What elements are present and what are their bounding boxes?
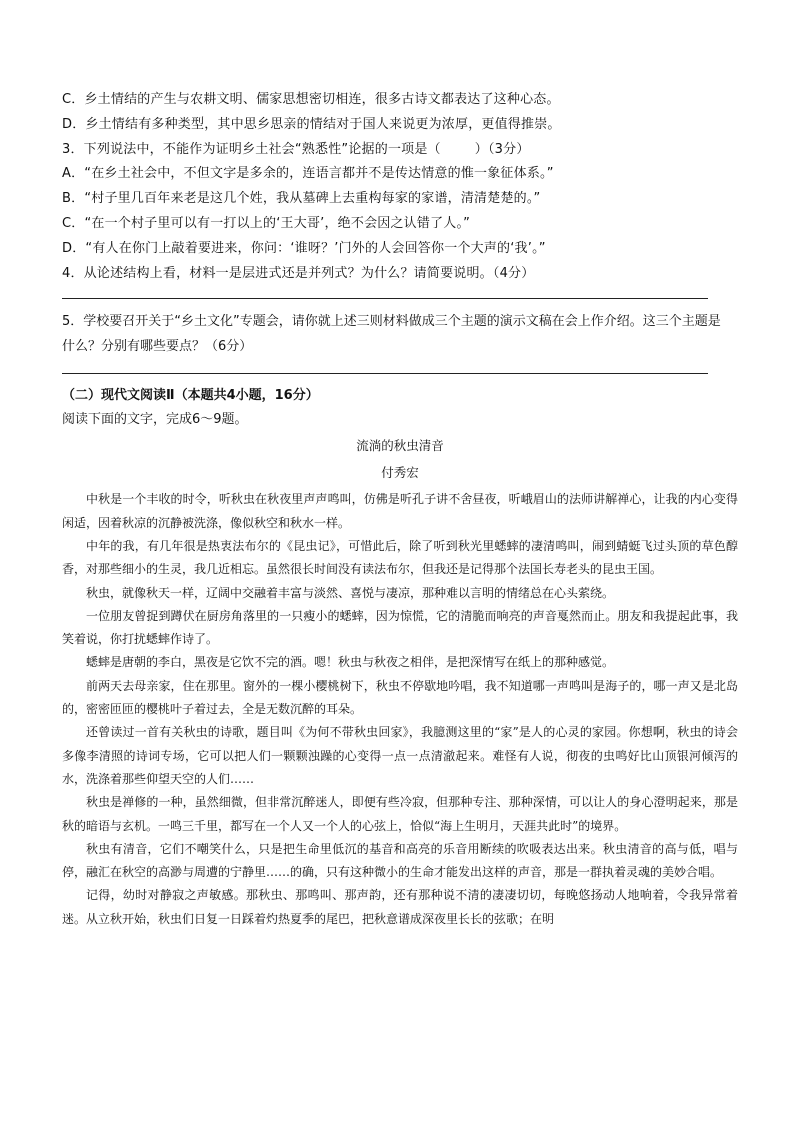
- option-c-q3: C．“在一个村子里可以有一打以上的‘王大哥’，绝不会因之认错了人。”: [62, 215, 471, 231]
- question-3-stem: [62, 138, 738, 163]
- article-paragraph: 中年的我，有几年很是热衷法布尔的《昆虫记》，可惜此后，除了听到秋光里蟋蟀的凄清鸣叫，闹到蜻蜓飞过头顶的草色醇香，对那些细小的生灵，我几近相忘。虽然很长时间没有读法布尔，但我还是记得那个法国长寿老头的昆虫王国。: [62, 538, 738, 577]
- question-3-stem-text: 3．下列说法中，不能作为证明乡土社会“熟悉性”论据的一项是（: [62, 141, 441, 157]
- article-paragraph: 蟋蟀是唐朝的李白，黑夜是它饮不完的酒。嗯！秋虫与秋夜之相伴，是把深情写在纸上的那种感觉。: [86, 655, 615, 670]
- article-paragraph: 一位朋友曾捉到蹲伏在厨房角落里的一只瘦小的蟋蟀，因为惊慌，它的清脆而响亮的声音戛然而止。朋友和我提起此事，我笑着说，你打扰蟋蟀作诗了。: [62, 608, 738, 647]
- article-paragraph: 秋虫有清音，它们不嘲笑什么，只是把生命里低沉的基音和高亮的乐音用断续的吹吸表达出来。秋虫清音的高与低，唱与停，融汇在秋空的高渺与周遭的宁静里……的确，只有这种微小的生命才能发出这样的声音，那是一群执着灵魂的美妙合唱。: [62, 841, 738, 880]
- article-paragraph: 记得，幼时对静寂之声敏感。那秋虫、那鸣叫、那声韵，还有那种说不清的凄凄切切，每晚悠扬动人地响着，令我异常着迷。从立秋开始，秋虫们日复一日踩着灼热夏季的尾巴，把秋意谱成深夜里长长的弦歌；在明: [62, 888, 738, 926]
- article-paragraph: 还曾读过一首有关秋虫的诗歌，题目叫《为何不带秋虫回家》，我臆测这里的“家”是人的心灵的家园。你想啊，秋虫的诗会多像李清照的诗词专场，它可以把人们一颗颗浊躁的心变得一点一点清澈起来。难怪有人说，彻夜的虫鸣好比山顶银河倾泻的水，洗涤着那些仰望天空的人们……: [62, 725, 738, 786]
- option-d-q3: D．“有人在你门上敲着要进来，你问：‘谁呀？’门外的人会回答你一个大声的‘我’。”: [62, 240, 546, 256]
- article-paragraph: 秋虫是禅修的一种，虽然细微，但非常沉醉迷人，即便有些冷寂，但那种专注、那种深情，可以让人的身心澄明起来，那是秋的暗语与玄机。一鸣三千里，都写在一个人又一个人的心弦上，恰似“海上生明月，天涯共此时”的境界。: [62, 795, 738, 833]
- article-paragraph: 中秋是一个丰收的时令，听秋虫在秋夜里声声鸣叫，仿佛是听孔子讲不舍昼夜，听峨眉山的法师讲解禅心，让我的内心变得闲适，因着秋凉的沉静被洗涤，像似秋空和秋水一样。: [62, 492, 738, 530]
- section-heading: （二）现代文阅读Ⅱ（本题共4小题，16分）: [62, 388, 319, 404]
- option-c-q2: C．乡土情结的产生与农耕文明、儒家思想密切相连，很多古诗文都表达了这种心态。: [62, 92, 560, 107]
- answer-line-q4: [62, 298, 708, 299]
- question-4: 4．从论述结构上看，材料一是层进式还是并列式？为什么？请简要说明。（4分）: [62, 265, 535, 281]
- section-instruction: 阅读下面的文字，完成6～9题。: [62, 412, 248, 428]
- option-b-q3: B．“村子里几百年来老是这几个姓，我从墓碑上去重构每家的家谱，清清楚楚的。”: [62, 191, 541, 207]
- answer-line-q5: [62, 373, 708, 374]
- article-paragraph: 秋虫，就像秋天一样，辽阔中交融着丰富与淡然、喜悦与凄凉，那种难以言明的情绪总在心头萦绕。: [86, 585, 615, 600]
- question-3-score: ）（3分）: [474, 141, 530, 157]
- question-5: 5．学校要召开关于“乡土文化”专题会，请你就上述三则材料做成三个主题的演示文稿在会上作介绍。这三个主题是什么？分别有哪些要点？（6分）: [62, 314, 721, 355]
- article-paragraph: 前两天去母亲家，住在那里。窗外的一棵小樱桃树下，秋虫不停歇地吟唱，我不知道哪一声鸣叫是海子的，哪一声又是北岛的，密密匝匝的樱桃叶子着过去，全是无数沉醉的耳朵。: [62, 678, 738, 717]
- article-author: 付秀宏: [381, 465, 419, 481]
- article-title: 流淌的秋虫清音: [356, 438, 444, 454]
- option-a-q3: A．“在乡土社会中，不但文字是多余的，连语言都并不是传达情意的惟一象征体系。”: [62, 166, 554, 182]
- option-d-q2: D．乡土情结有多种类型，其中思乡思亲的情结对于国人来说更为浓厚，更值得推崇。: [62, 116, 561, 132]
- exam-page: [62, 88, 738, 931]
- article-body: [62, 488, 738, 931]
